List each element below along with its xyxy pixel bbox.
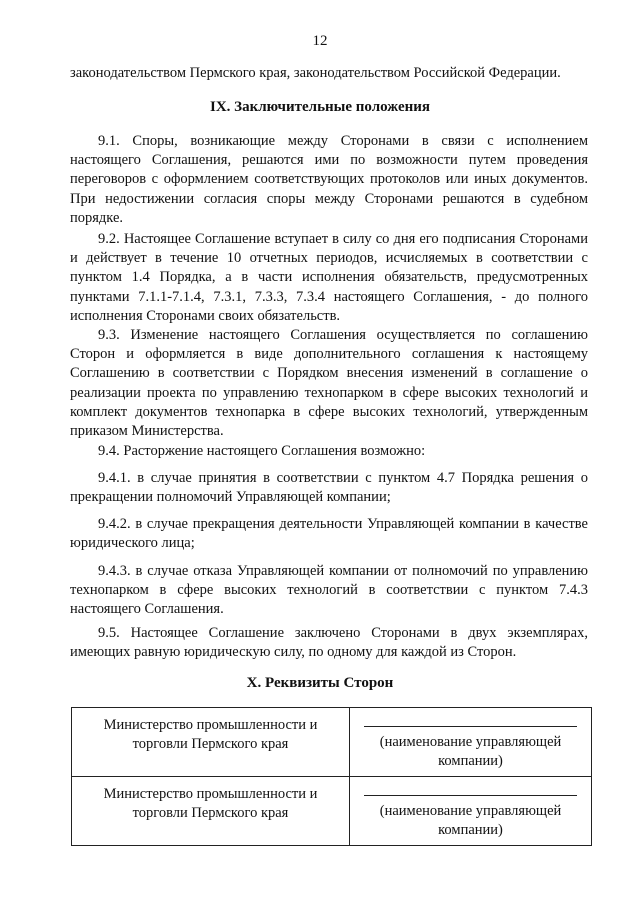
paragraph-9-4-2: 9.4.2. в случае прекращения деятельности Управляющей компании в качестве юридического лица; [70, 516, 588, 552]
paragraph-9-5: 9.5. Настоящее Соглашение заключено Сторонами в двух экземплярах, имеющих равную юридическую силу, по одному для каждой из Сторон. [70, 625, 588, 661]
continuation-line: законодательством Пермского края, законодательством Российской Федерации. [70, 65, 561, 81]
company-name-caption: (наименование управляющей компании) [379, 803, 562, 838]
company-cell [350, 777, 592, 846]
paragraph-9-4-3: 9.4.3. в случае отказа Управляющей компании от полномочий по управлению технопарком в сфере высоких технологий в соответствии с пунктом 7.4.3 настоящего Соглашения. [70, 563, 588, 618]
paragraph-9-1: 9.1. Споры, возникающие между Сторонами в связи с исполнением настоящего Соглашения, решаются ими по возможности путем проведения переговоров с оформлением соответствующих протоколов или иных документов. При недостижении согласия споры между Сторонами решаются в судебном порядке. [70, 133, 588, 226]
paragraph-9-2: 9.2. Настоящее Соглашение вступает в силу со дня его подписания Сторонами и действует в течение 10 отчетных периодов, исчисляемых в соответствии с пунктом 1.4 Порядка, а в части исполнения обязательств, предусмотренных пунктами 7.1.1-7.1.4, 7.3.1, 7.3.3, 7.3.4 настоящего Соглашения, - до полного исполнения Сторонами своих обязательств. [70, 231, 588, 324]
requisites-row [72, 708, 592, 777]
requisites-row [72, 777, 592, 846]
signature-line [364, 785, 577, 796]
paragraph-9-3: 9.3. Изменение настоящего Соглашения осуществляется по соглашению Сторон и оформляется в виде дополнительного соглашения к настоящему Соглашению в соответствии с Порядком внесения изменений в соглашение о реализации проекта по управлению технопарком в сфере высоких технологий и комплект документов технопарка в сфере высоких технологий, утвержденным приказом Министерства. [70, 327, 588, 440]
requisites-table [71, 707, 592, 846]
ministry-cell: Министерство промышленности и торговли Пермского края [72, 708, 350, 777]
section-x-heading: X. Реквизиты Сторон [246, 675, 394, 691]
section-ix-heading: IX. Заключительные положения [210, 99, 430, 115]
ministry-cell: Министерство промышленности и торговли Пермского края [72, 777, 350, 846]
signature-line [364, 716, 577, 727]
page-number: 12 [312, 33, 328, 49]
company-cell [350, 708, 592, 777]
paragraph-9-4: 9.4. Расторжение настоящего Соглашения возможно: [98, 443, 426, 459]
company-name-caption: (наименование управляющей компании) [379, 734, 562, 769]
paragraph-9-4-1: 9.4.1. в случае принятия в соответствии с пунктом 4.7 Порядка решения о прекращении полномочий Управляющей компании; [70, 470, 588, 506]
